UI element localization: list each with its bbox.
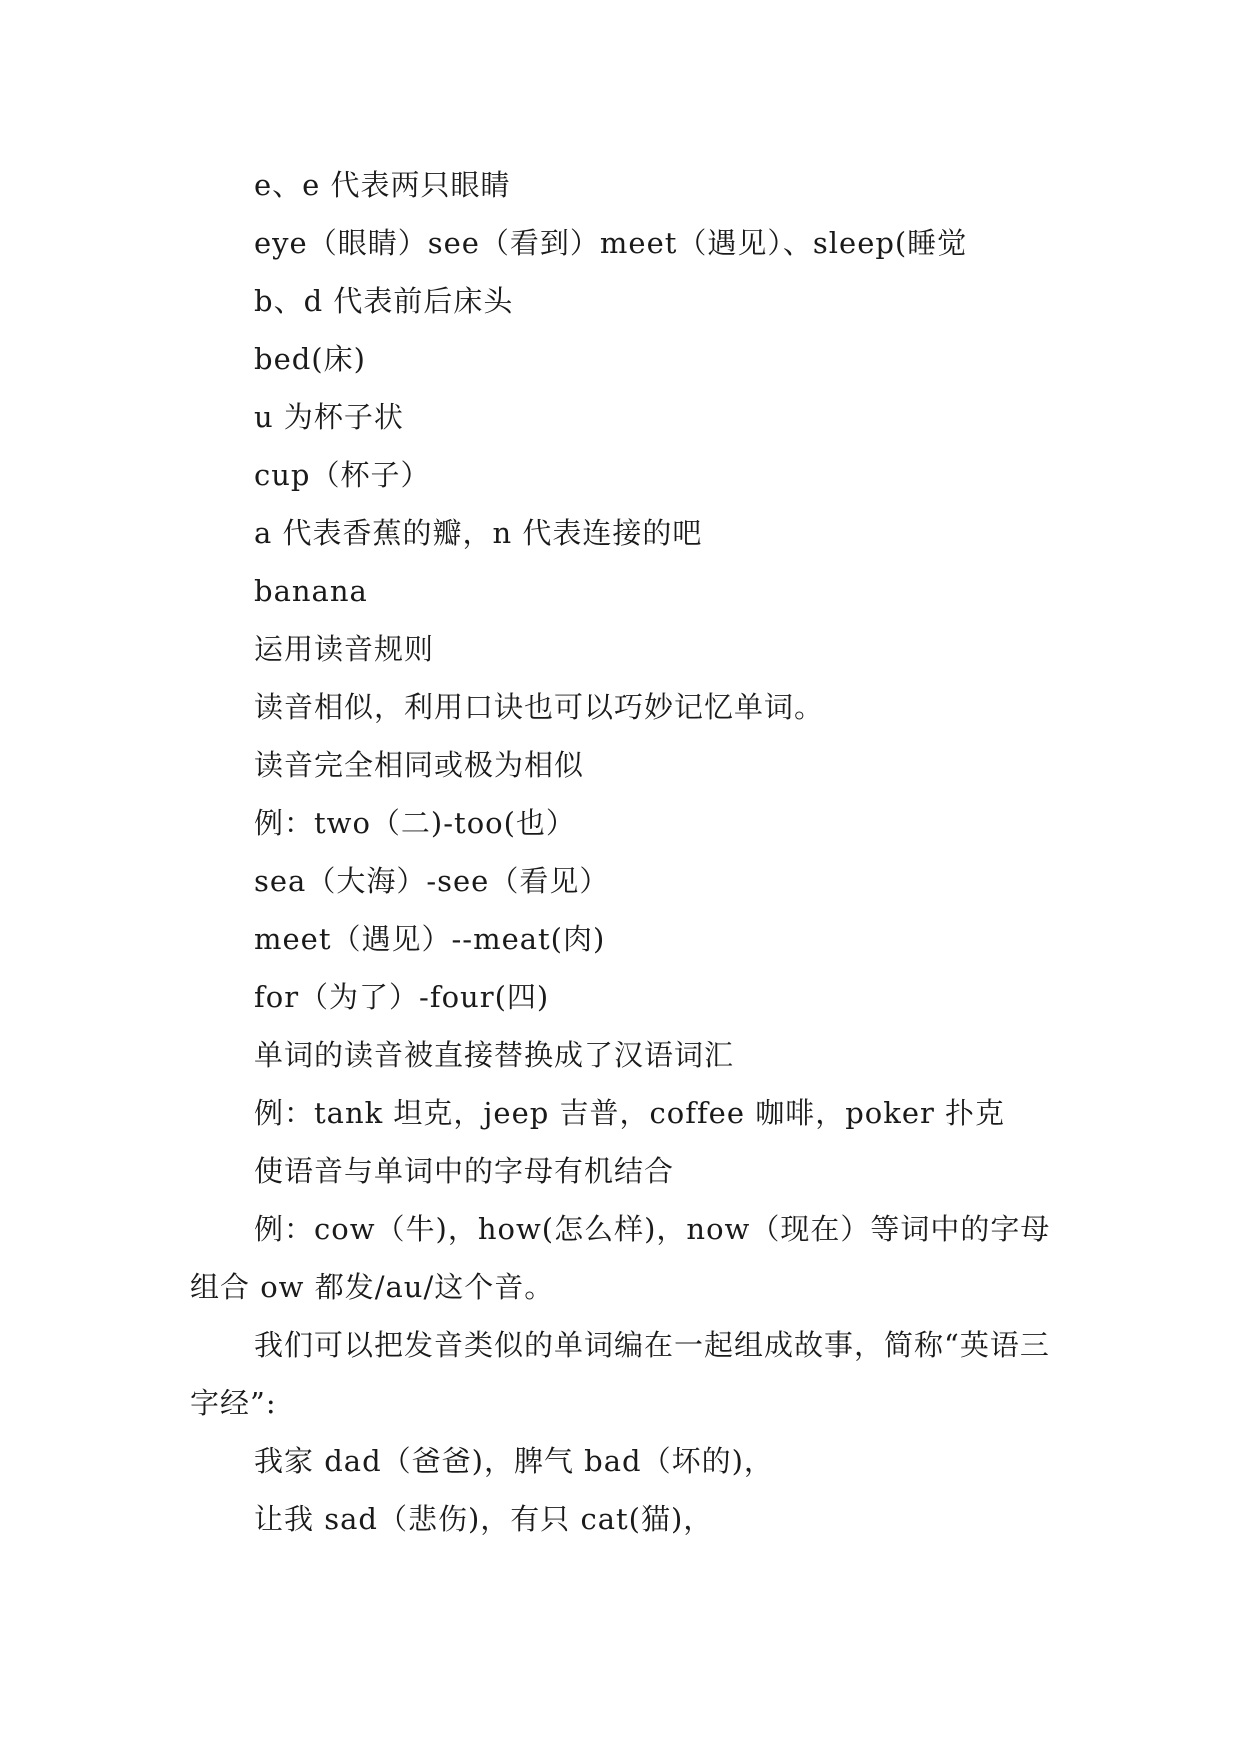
paragraph-5: u 为杯子状 <box>254 400 404 434</box>
paragraph-9: 运用读音规则 <box>254 632 435 666</box>
document-body <box>190 156 1060 1548</box>
paragraph-17: 例：tank 坦克，jeep 吉普，coffee 咖啡，poker 扑克 <box>254 1096 1006 1130</box>
paragraph-8: banana <box>254 574 368 608</box>
paragraph-21: 我家 dad（爸爸)，脾气 bad（坏的)， <box>254 1444 774 1478</box>
paragraph-18: 使语音与单词中的字母有机结合 <box>254 1154 675 1188</box>
paragraph-13: sea（大海）-see（看见） <box>254 864 610 898</box>
paragraph-16: 单词的读音被直接替换成了汉语词汇 <box>254 1038 735 1072</box>
paragraph-3: b、d 代表前后床头 <box>254 284 514 318</box>
paragraph-2: eye（眼睛）see（看到）meet（遇见）、sleep(睡觉 <box>254 226 968 260</box>
paragraph-22: 让我 sad（悲伤)，有只 cat(猫)， <box>254 1502 714 1536</box>
paragraph-12: 例：two（二)-too(也） <box>254 806 576 840</box>
paragraph-4: bed(床) <box>254 342 366 376</box>
paragraph-6: cup（杯子） <box>254 458 431 492</box>
paragraph-11: 读音完全相同或极为相似 <box>254 748 585 782</box>
paragraph-19: 例：cow（牛)，how(怎么样)，now（现在）等词中的字母组合 ow 都发/au/这个音。 <box>190 1212 1051 1304</box>
paragraph-14: meet（遇见）--meat(肉) <box>254 922 606 956</box>
paragraph-15: for（为了）-four(四) <box>254 980 550 1014</box>
paragraph-7: a 代表香蕉的瓣，n 代表连接的吧 <box>254 516 703 550</box>
paragraph-1: e、e 代表两只眼睛 <box>254 168 511 202</box>
paragraph-20: 我们可以把发音类似的单词编在一起组成故事，简称“英语三字经”: <box>190 1328 1050 1420</box>
paragraph-10: 读音相似，利用口诀也可以巧妙记忆单词。 <box>254 690 825 724</box>
